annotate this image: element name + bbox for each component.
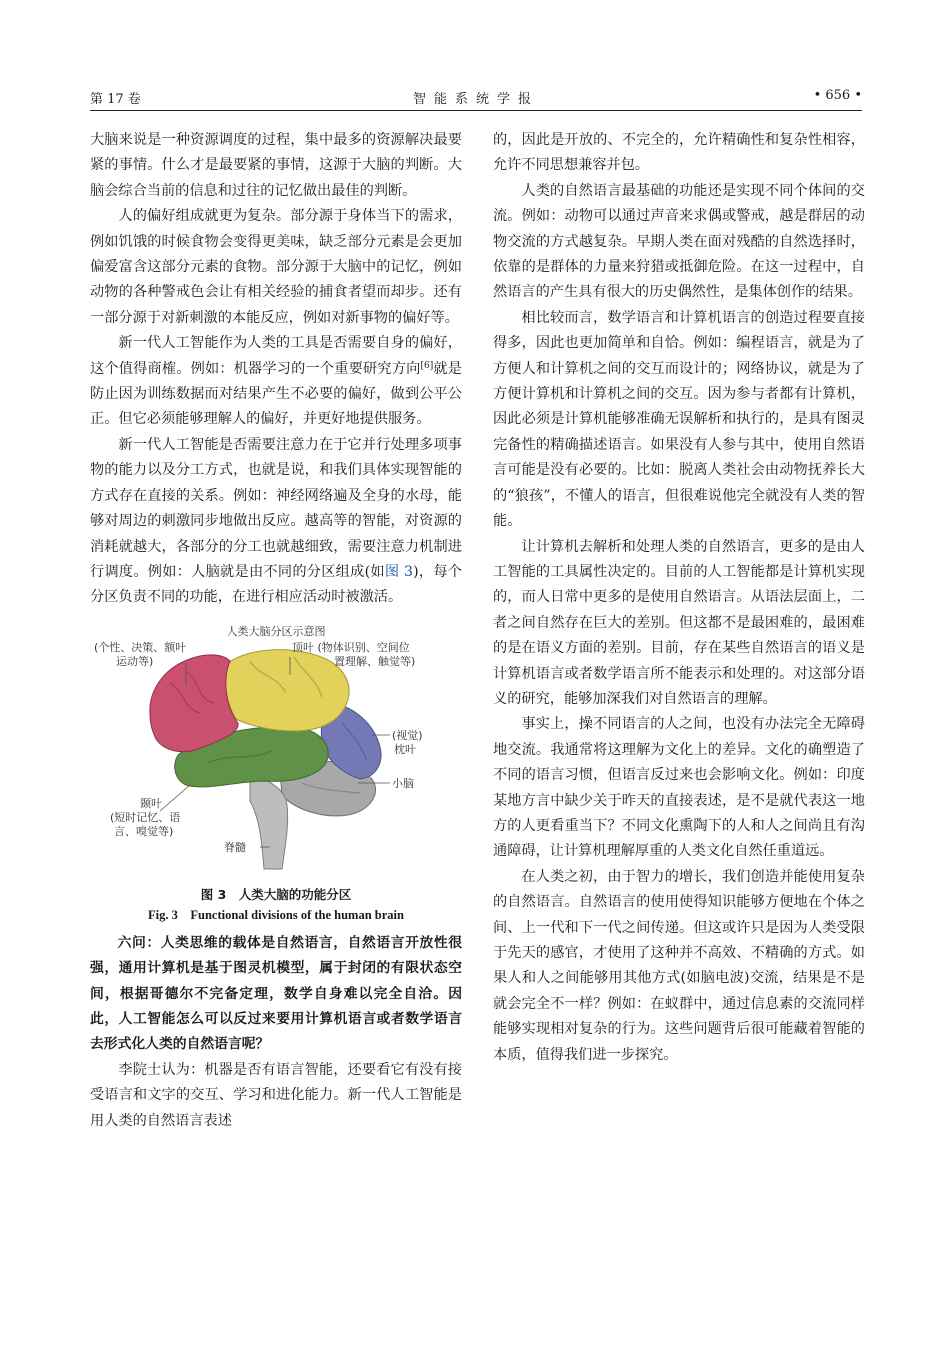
paragraph: 新一代人工智能作为人类的工具是否需要自身的偏好，这个值得商榷。例如：机器学习的一个重要研究方向[6]就是防止因为训练数据而对结果产生不必要的偏好，做到公平公正。但它必须能够理解人的偏好，并更好地提供服务。 <box>90 335 462 428</box>
label-parietal-1: 顶叶 (物体识别、空间位 <box>292 640 410 654</box>
paragraph: 相比较而言，数学语言和计算机语言的创造过程要直接得多，因此也更加简单和自恰。例如：编程语言，就是为了方便人和计算机之间的交互而设计的；网络协议，就是为了方便计算机和计算机之间的交互。因为参与者都有计算机，因此必须是计算机能够准确无误解析和执行的，是具有图灵完备性的精确描述语言。如果没有人参与其中，使用自然语言可能是没有必要的。比如：脱离人类社会由动物抚养长大的“狼孩”，不懂人的语言，但很难说他完全就没有人类的智能。 <box>493 309 865 530</box>
parietal-region <box>225 649 349 730</box>
label-cerebellum: 小脑 <box>392 776 414 790</box>
running-header <box>90 88 862 111</box>
figure-link[interactable]: 图 3 <box>384 563 414 580</box>
figure-inner-title: 人类大脑分区示意图 <box>226 624 326 638</box>
paragraph: 新一代人工智能是否需要注意力在于它并行处理多项事物的能力以及分工方式，也就是说，和我们具体实现智能的方式存在直接的关系。例如：神经网络遍及全身的水母，能够对周边的刺激同步地做出反应。越高等的智能，对资源的消耗就越大，各部分的分工也就越细致，需要注意力机制进行调度。例如：人脑就是由不同的分区组成(如图 3)，每个分区负责不同的功能，在进行相应活动时被激活。 <box>90 436 462 606</box>
frontal-region <box>150 655 238 752</box>
paragraph: 的，因此是开放的、不完全的，允许精确性和复杂性相容，允许不同思想兼容并包。 <box>493 132 865 174</box>
paragraph: 在人类之初，由于智力的增长，我们创造并能使用复杂的自然语言。自然语言的使用使得知识能够方便地在个体之间、上一代和下一代之间传递。但这或许只是因为人类受限于先天的感官，才使用了这种并不高效、不精确的方式。如果人和人之间能够用其他方式(如脑电波)交流，结果是不是就会完全不一样？例如：在蚁群中，通过信息素的交流同样能够实现相对复杂的行为。这些问题背后很可能藏着智能的本质，值得我们进一步探究。 <box>493 868 865 1063</box>
label-temporal-2: (短时记忆、语 <box>110 810 181 824</box>
right-column <box>493 128 865 1068</box>
paragraph: 大脑来说是一种资源调度的过程，集中最多的资源解决最要紧的事情。什么才是最要紧的事情，这源于大脑的判断。大脑会综合当前的信息和过往的记忆做出最佳的判断。 <box>90 132 462 199</box>
question-six: 六问：人类思维的载体是自然语言，自然语言开放性很强，通用计算机是基于图灵机模型，属于封闭的有限状态空间，根据哥德尔不完备定理，数学自身难以完全自洽。因此，人工智能怎么可以反过来要用计算机语言或者数学语言去形式化人类的自然语言呢？ <box>90 934 462 1053</box>
label-spine: 脊髓 <box>224 840 246 854</box>
journal-title: 智能系统学报 <box>412 92 539 107</box>
brain-figure <box>90 623 462 885</box>
paragraph: 事实上，操不同语言的人之间，也没有办法完全无障碍地交流。我通常将这理解为文化上的差异。文化的确塑造了不同的语言习惯，但语言反过来也会影响文化。例如：印度某地方言中缺少关于昨天的直接表述，是不是就代表这一地方的人更看重当下？不同文化熏陶下的人和人之间尚且有沟通障碍，让计算机理解厚重的人类文化自然任重道远。 <box>493 716 865 860</box>
label-temporal-3: 言、嗅觉等) <box>114 824 174 838</box>
citation-ref[interactable]: [6] <box>420 360 434 371</box>
figure-caption-zh: 图 3 人类大脑的功能分区 <box>200 886 352 902</box>
label-occipital-1: (视觉) <box>392 728 423 742</box>
brain-diagram <box>90 623 462 885</box>
paragraph: 让计算机去解析和处理人类的自然语言，更多的是由人工智能的工具属性决定的。目前的人工智能都是计算机实现的，而人日常中更多的是使用自然语言。从语法层面上，二者之间自然存在巨大的差别。但这都不是最困难的，最困难的是在语义方面的差别。目前，存在某些自然语言的语义是计算机语言或者数学语言所不能表示和处理的。对这部分语义的研究，能够加深我们对自然语言的理解。 <box>493 538 865 707</box>
label-occipital-2: 枕叶 <box>394 742 416 756</box>
paragraph: 人的偏好组成就更为复杂。部分源于身体当下的需求，例如饥饿的时候食物会变得更美味，缺乏部分元素是会更加偏爱富含这部分元素的食物。部分源于大脑中的记忆，例如动物的各种警戒色会让有相关经验的捕食者望而却步。还有一部分源于对新刺激的本能反应，例如对新事物的偏好等。 <box>90 208 462 326</box>
label-frontal-1: (个性、决策、额叶 <box>94 640 187 654</box>
volume-label: 第 17 卷 <box>90 92 141 107</box>
paragraph: 李院士认为：机器是否有语言智能，还要看它有没有接受语言和文字的交互、学习和进化能力。新一代人工智能是用人类的自然语言表述 <box>90 1061 462 1129</box>
paragraph: 人类的自然语言最基础的功能还是实现不同个体间的交流。例如：动物可以通过声音来求偶或警戒，越是群居的动物交流的方式越复杂。早期人类在面对残酷的自然选择时，依靠的是群体的力量来狩猎或抵御危险。在这一过程中，自然语言的产生具有很大的历史偶然性，是集体创作的结果。 <box>493 182 865 301</box>
figure-caption-en: Fig. 3 Functional divisions of the human brain <box>148 907 404 922</box>
page-number: • 656 • <box>813 88 862 103</box>
label-parietal-2: 置理解、触觉等) <box>334 654 416 668</box>
left-column <box>90 128 462 1134</box>
label-frontal-2: 运动等) <box>116 654 154 668</box>
label-temporal-1: 颞叶 <box>140 796 162 810</box>
